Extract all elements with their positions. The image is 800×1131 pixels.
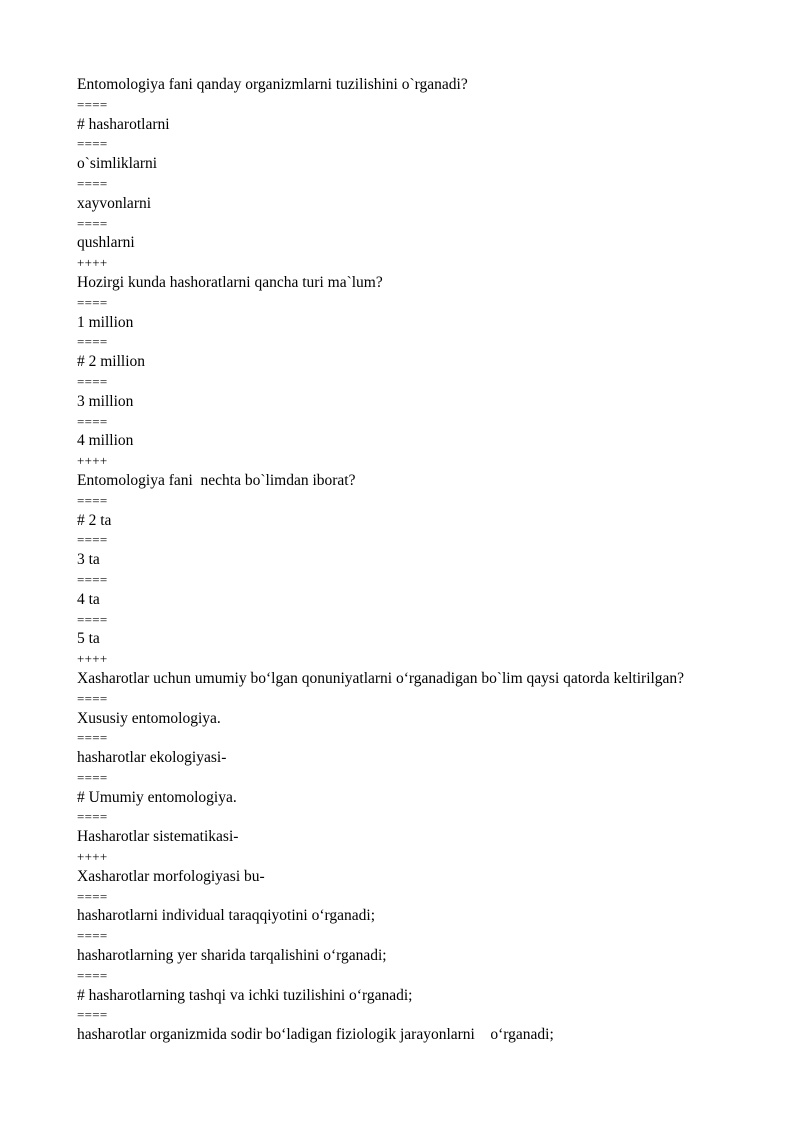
option-separator: ==== — [77, 532, 108, 548]
answer-option: 4 million — [77, 432, 134, 450]
option-separator: ==== — [77, 175, 108, 191]
answer-option: hasharotlarning yer sharida tarqalishini o‘rganadi; — [77, 947, 387, 965]
answer-option: Hasharotlar sistematikasi- — [77, 828, 239, 846]
answer-option: xayvonlarni — [77, 194, 152, 212]
answer-option: # 2 ta — [77, 511, 112, 529]
answer-option: qushlarni — [77, 234, 135, 252]
option-separator: ==== — [77, 136, 108, 152]
option-separator: ==== — [77, 611, 108, 627]
option-separator: ==== — [77, 492, 108, 508]
option-separator: ==== — [77, 413, 108, 429]
option-separator: ==== — [77, 888, 108, 904]
document-body — [77, 75, 777, 1045]
option-separator: ==== — [77, 769, 108, 785]
option-separator: ==== — [77, 373, 108, 389]
option-separator: ==== — [77, 215, 108, 231]
question-text: Hozirgi kunda hashoratlarni qancha turi ma`lum? — [77, 273, 383, 291]
answer-option: hasharotlar organizmida sodir bo‘ladigan fiziologik jarayonlarni o‘rganadi; — [77, 1026, 554, 1044]
option-separator: ==== — [77, 730, 108, 746]
option-separator: ==== — [77, 928, 108, 944]
option-separator: ==== — [77, 690, 108, 706]
question-text: Entomologiya fani nechta bo`limdan iborat? — [77, 471, 356, 489]
question-text: Xasharotlar uchun umumiy bo‘lgan qonuniyatlarni o‘rganadigan bo`lim qaysi qatorda keltirilgan? — [77, 669, 685, 687]
question-separator: ++++ — [77, 255, 108, 271]
answer-option: 3 million — [77, 392, 134, 410]
answer-option: hasharotlarni individual taraqqiyotini o‘rganadi; — [77, 907, 376, 925]
answer-option: Xususiy entomologiya. — [77, 709, 221, 727]
option-separator: ==== — [77, 294, 108, 310]
question-separator: ++++ — [77, 651, 108, 667]
question-text: Xasharotlar morfologiyasi bu- — [77, 867, 265, 885]
answer-option: # 2 million — [77, 353, 146, 371]
answer-option: 1 million — [77, 313, 134, 331]
question-text: Entomologiya fani qanday organizmlarni tuzilishini o`rganadi? — [77, 76, 468, 93]
question-separator: ++++ — [77, 849, 108, 865]
option-separator: ==== — [77, 334, 108, 350]
option-separator: ==== — [77, 809, 108, 825]
option-separator: ==== — [77, 1007, 108, 1023]
option-separator: ==== — [77, 96, 108, 112]
option-separator: ==== — [77, 967, 108, 983]
answer-option: # hasharotlarni — [77, 115, 170, 133]
answer-option: # Umumiy entomologiya. — [77, 788, 237, 806]
answer-option: # hasharotlarning tashqi va ichki tuzilishini o‘rganadi; — [77, 986, 413, 1004]
option-separator: ==== — [77, 571, 108, 587]
answer-option: 3 ta — [77, 551, 100, 569]
answer-option: 5 ta — [77, 630, 100, 648]
answer-option: o`simliklarni — [77, 155, 158, 173]
answer-option: 4 ta — [77, 590, 100, 608]
question-separator: ++++ — [77, 453, 108, 469]
answer-option: hasharotlar ekologiyasi- — [77, 749, 227, 767]
